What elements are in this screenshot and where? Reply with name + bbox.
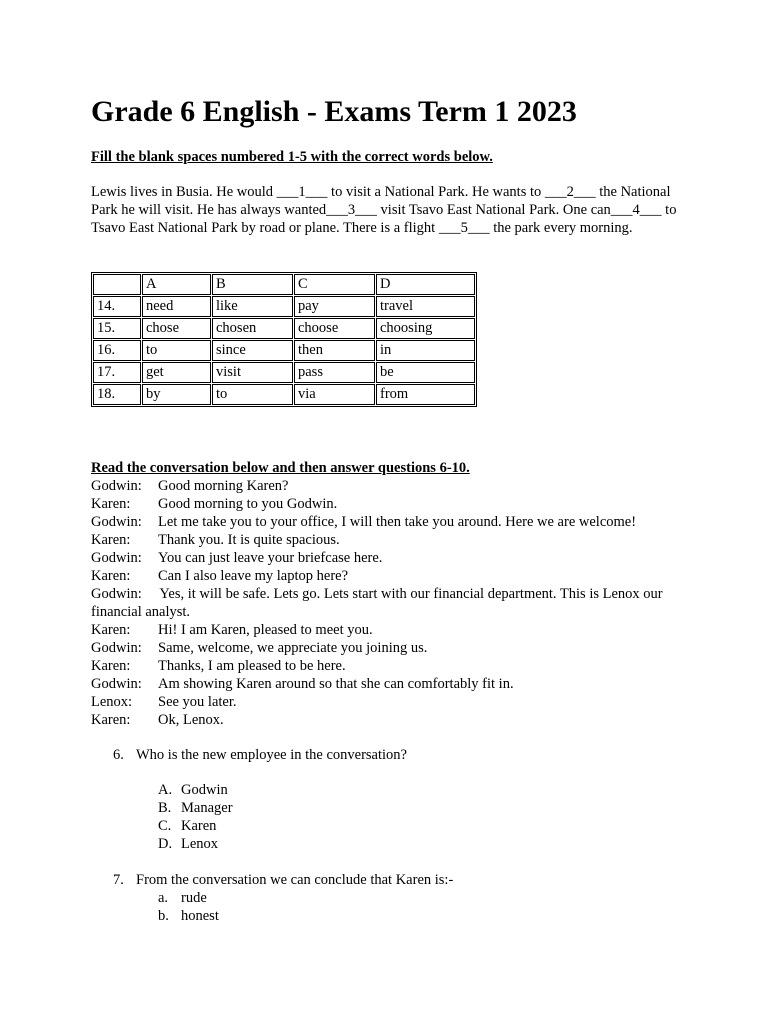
table-cell: like xyxy=(212,296,293,317)
speech-text: Thank you. It is quite spacious. xyxy=(158,532,340,548)
table-cell: chosen xyxy=(212,318,293,339)
option-text: Manager xyxy=(181,800,233,816)
question-number: 7. xyxy=(113,872,124,888)
table-cell: to xyxy=(142,340,211,361)
option xyxy=(158,835,233,853)
speech-text: Yes, it will be safe. Lets go. Lets start with our financial department. This is Lenox our financial analyst. xyxy=(91,586,663,620)
table-row xyxy=(93,340,475,361)
table-header-cell: A xyxy=(142,274,211,295)
table-cell: from xyxy=(376,384,475,405)
conversation-line xyxy=(91,693,691,711)
conversation-line xyxy=(91,621,691,639)
speaker-name: Karen: xyxy=(91,496,131,512)
speaker-name: Karen: xyxy=(91,568,131,584)
table-cell: by xyxy=(142,384,211,405)
table-row xyxy=(93,296,475,317)
conversation-line xyxy=(91,711,691,729)
option-label: D. xyxy=(158,836,173,852)
option xyxy=(158,781,233,799)
option-label: a. xyxy=(158,890,169,906)
speaker-name: Lenox: xyxy=(91,694,133,710)
table-header-row xyxy=(93,274,475,295)
table-cell: chose xyxy=(142,318,211,339)
speech-text: Thanks, I am pleased to be here. xyxy=(158,658,346,674)
speech-text: Am showing Karen around so that she can comfortably fit in. xyxy=(158,676,514,692)
table-header-cell: C xyxy=(294,274,375,295)
speech-text: Same, welcome, we appreciate you joining us. xyxy=(158,640,428,656)
table-cell: 16. xyxy=(93,340,141,361)
table-cell: then xyxy=(294,340,375,361)
speaker-name: Karen: xyxy=(91,658,131,674)
conversation-line xyxy=(91,675,691,693)
table-cell: 14. xyxy=(93,296,141,317)
table-cell: visit xyxy=(212,362,293,383)
question-6-options xyxy=(158,781,233,853)
table-row xyxy=(93,384,475,405)
question-7-options xyxy=(158,889,219,925)
table-cell: choose xyxy=(294,318,375,339)
option-text: Godwin xyxy=(181,782,228,798)
table-header-cell: B xyxy=(212,274,293,295)
speaker-name: Godwin: xyxy=(91,676,142,692)
speaker-name: Karen: xyxy=(91,712,131,728)
option-label: b. xyxy=(158,908,169,924)
question-text: Who is the new employee in the conversation? xyxy=(136,747,407,763)
conversation-line xyxy=(91,639,691,657)
option xyxy=(158,889,219,907)
table-cell: in xyxy=(376,340,475,361)
speaker-name: Karen: xyxy=(91,532,131,548)
table-cell: choosing xyxy=(376,318,475,339)
table-cell: 15. xyxy=(93,318,141,339)
conversation-line xyxy=(91,531,691,549)
table-cell: get xyxy=(142,362,211,383)
option-label: B. xyxy=(158,800,172,816)
speaker-name: Godwin: xyxy=(91,478,142,494)
option-text: rude xyxy=(181,890,207,906)
speaker-name: Godwin: xyxy=(91,586,142,602)
option xyxy=(158,817,233,835)
conversation-line xyxy=(91,477,691,495)
speech-text: Let me take you to your office, I will then take you around. Here we are welcome! xyxy=(158,514,637,530)
table-cell: since xyxy=(212,340,293,361)
table-cell: 18. xyxy=(93,384,141,405)
conversation xyxy=(91,477,691,729)
speaker-name: Godwin: xyxy=(91,640,142,656)
conversation-heading: Read the conversation below and then answer questions 6-10. xyxy=(91,460,470,476)
speech-text: See you later. xyxy=(158,694,237,710)
question-6 xyxy=(113,746,407,764)
option-text: Lenox xyxy=(181,836,219,852)
speech-text: Good morning to you Godwin. xyxy=(158,496,338,512)
table-header-cell xyxy=(93,274,141,295)
table-header-cell: D xyxy=(376,274,475,295)
question-7 xyxy=(113,871,453,889)
speaker-name: Godwin: xyxy=(91,514,142,530)
conversation-line xyxy=(91,585,691,621)
table-cell: need xyxy=(142,296,211,317)
speech-text: Hi! I am Karen, pleased to meet you. xyxy=(158,622,373,638)
speaker-name: Karen: xyxy=(91,622,131,638)
table-row xyxy=(93,362,475,383)
table-cell: pay xyxy=(294,296,375,317)
option xyxy=(158,799,233,817)
conversation-line xyxy=(91,513,691,531)
option-text: Karen xyxy=(181,818,217,834)
table-cell: via xyxy=(294,384,375,405)
option xyxy=(158,907,219,925)
page-title: Grade 6 English - Exams Term 1 2023 xyxy=(91,95,577,128)
option-label: C. xyxy=(158,818,172,834)
table-row xyxy=(93,318,475,339)
table-cell: be xyxy=(376,362,475,383)
passage-text: Lewis lives in Busia. He would ___1___ to visit a National Park. He wants to ___2___ the National Park he will visit. He has always wanted___3___ visit Tsavo East National Park. One can___4___ to Tsavo East National Park by road or plane. There is a flight ___5___ the park every morning. xyxy=(91,184,677,236)
speech-text: Good morning Karen? xyxy=(158,478,289,494)
option-text: honest xyxy=(181,908,219,924)
fill-blanks-instruction: Fill the blank spaces numbered 1-5 with the correct words below. xyxy=(91,149,493,165)
speech-text: You can just leave your briefcase here. xyxy=(158,550,383,566)
question-number: 6. xyxy=(113,747,124,763)
question-text: From the conversation we can conclude that Karen is:- xyxy=(136,872,454,888)
conversation-line xyxy=(91,657,691,675)
table-cell: travel xyxy=(376,296,475,317)
conversation-line xyxy=(91,495,691,513)
table-cell: to xyxy=(212,384,293,405)
table-cell: pass xyxy=(294,362,375,383)
speech-text: Ok, Lenox. xyxy=(158,712,224,728)
conversation-line xyxy=(91,549,691,567)
answer-choices-table xyxy=(91,272,477,407)
conversation-line xyxy=(91,567,691,585)
speech-text: Can I also leave my laptop here? xyxy=(158,568,349,584)
option-label: A. xyxy=(158,782,173,798)
speaker-name: Godwin: xyxy=(91,550,142,566)
table-cell: 17. xyxy=(93,362,141,383)
